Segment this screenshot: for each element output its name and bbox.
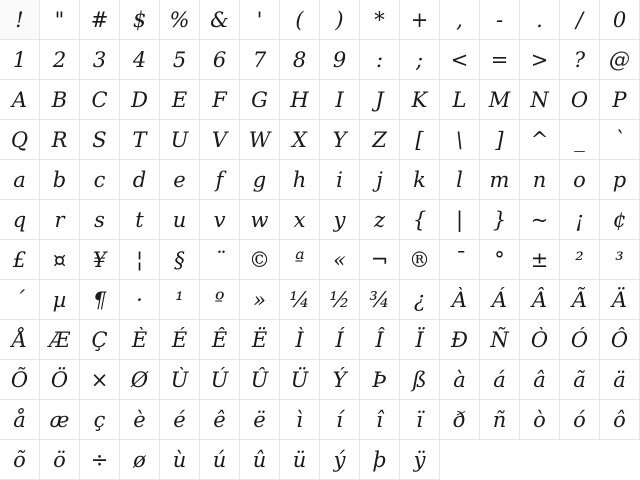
glyph-cell[interactable]: ! [0,0,40,40]
glyph-cell[interactable]: c [80,160,120,200]
glyph-cell[interactable]: Ì [280,320,320,360]
glyph-cell[interactable]: Â [520,280,560,320]
glyph-cell[interactable]: ' [240,0,280,40]
glyph-cell[interactable]: ¶ [80,280,120,320]
glyph-cell[interactable]: e [160,160,200,200]
glyph-cell[interactable]: v [200,200,240,240]
glyph-cell[interactable]: z [360,200,400,240]
glyph-cell[interactable]: ø [120,440,160,480]
glyph-cell[interactable]: Ð [440,320,480,360]
glyph-cell[interactable]: N [520,80,560,120]
glyph-cell[interactable]: \ [440,120,480,160]
glyph-cell[interactable]: ª [280,240,320,280]
glyph-cell[interactable]: ò [520,400,560,440]
glyph-cell[interactable]: # [80,0,120,40]
glyph-cell[interactable]: Ú [200,360,240,400]
glyph-cell[interactable]: l [440,160,480,200]
glyph-cell[interactable]: ¡ [560,200,600,240]
glyph-cell[interactable]: ß [400,360,440,400]
glyph-cell[interactable]: 4 [120,40,160,80]
glyph-cell[interactable]: « [320,240,360,280]
glyph-cell[interactable]: Ý [320,360,360,400]
glyph-cell[interactable]: U [160,120,200,160]
glyph-cell[interactable]: ÿ [400,440,440,480]
glyph-cell[interactable]: P [600,80,640,120]
glyph-cell[interactable]: ¿ [400,280,440,320]
glyph-cell[interactable]: ` [600,120,640,160]
glyph-cell[interactable]: ^ [520,120,560,160]
glyph-cell[interactable]: / [560,0,600,40]
glyph-cell[interactable]: I [320,80,360,120]
glyph-cell[interactable]: " [40,0,80,40]
glyph-cell[interactable]: F [200,80,240,120]
glyph-cell[interactable]: h [280,160,320,200]
glyph-cell[interactable]: C [80,80,120,120]
glyph-cell[interactable]: Ï [400,320,440,360]
glyph-cell[interactable]: Û [240,360,280,400]
glyph-cell[interactable]: × [80,360,120,400]
glyph-cell[interactable]: È [120,320,160,360]
glyph-cell[interactable]: ï [400,400,440,440]
glyph-cell[interactable]: H [280,80,320,120]
glyph-cell[interactable]: B [40,80,80,120]
glyph-cell[interactable]: £ [0,240,40,280]
glyph-cell[interactable]: ) [320,0,360,40]
glyph-cell[interactable]: ² [560,240,600,280]
glyph-cell[interactable]: þ [360,440,400,480]
glyph-cell[interactable]: y [320,200,360,240]
glyph-cell[interactable]: q [0,200,40,240]
glyph-cell[interactable]: ô [600,400,640,440]
glyph-cell[interactable]: ¤ [40,240,80,280]
glyph-cell[interactable]: ý [320,440,360,480]
glyph-cell[interactable]: G [240,80,280,120]
glyph-cell[interactable]: ì [280,400,320,440]
glyph-cell[interactable]: ´ [0,280,40,320]
glyph-cell[interactable]: > [520,40,560,80]
glyph-cell[interactable]: Ã [560,280,600,320]
glyph-cell[interactable]: ñ [480,400,520,440]
glyph-cell[interactable]: 1 [0,40,40,80]
glyph-cell[interactable]: ç [80,400,120,440]
glyph-cell[interactable]: í [320,400,360,440]
glyph-cell[interactable]: = [480,40,520,80]
glyph-cell[interactable]: ð [440,400,480,440]
glyph-cell[interactable]: Q [0,120,40,160]
glyph-cell[interactable]: Ç [80,320,120,360]
glyph-cell[interactable]: ü [280,440,320,480]
glyph-cell[interactable]: ù [160,440,200,480]
glyph-cell[interactable]: _ [560,120,600,160]
glyph-cell[interactable]: D [120,80,160,120]
glyph-cell[interactable]: á [480,360,520,400]
glyph-cell[interactable]: Ò [520,320,560,360]
glyph-cell[interactable]: p [600,160,640,200]
glyph-cell[interactable]: ¨ [200,240,240,280]
glyph-cell[interactable]: } [480,200,520,240]
glyph-cell[interactable]: j [360,160,400,200]
glyph-cell[interactable]: Ê [200,320,240,360]
glyph-cell[interactable]: è [120,400,160,440]
glyph-cell[interactable]: r [40,200,80,240]
glyph-cell[interactable]: ã [560,360,600,400]
glyph-cell[interactable]: x [280,200,320,240]
glyph-cell[interactable]: J [360,80,400,120]
glyph-cell[interactable]: § [160,240,200,280]
glyph-cell[interactable]: $ [120,0,160,40]
glyph-cell[interactable]: L [440,80,480,120]
glyph-cell[interactable]: E [160,80,200,120]
glyph-cell[interactable]: ó [560,400,600,440]
glyph-cell[interactable]: f [200,160,240,200]
glyph-cell[interactable]: R [40,120,80,160]
glyph-cell[interactable]: à [440,360,480,400]
glyph-cell[interactable]: Ö [40,360,80,400]
glyph-cell[interactable]: õ [0,440,40,480]
glyph-cell[interactable]: * [360,0,400,40]
glyph-cell[interactable]: ± [520,240,560,280]
glyph-cell[interactable]: w [240,200,280,240]
glyph-cell[interactable]: o [560,160,600,200]
glyph-cell[interactable]: ® [400,240,440,280]
glyph-cell[interactable]: k [400,160,440,200]
glyph-cell[interactable]: 3 [80,40,120,80]
glyph-cell[interactable]: ; [400,40,440,80]
glyph-cell[interactable]: ö [40,440,80,480]
glyph-cell[interactable]: Þ [360,360,400,400]
glyph-cell[interactable]: T [120,120,160,160]
glyph-cell[interactable]: 8 [280,40,320,80]
glyph-cell[interactable]: Ô [600,320,640,360]
glyph-cell[interactable]: | [440,200,480,240]
glyph-cell[interactable]: ¬ [360,240,400,280]
glyph-cell[interactable]: t [120,200,160,240]
glyph-cell[interactable]: Ä [600,280,640,320]
glyph-cell[interactable]: ÷ [80,440,120,480]
glyph-cell[interactable]: n [520,160,560,200]
glyph-cell[interactable]: S [80,120,120,160]
glyph-cell[interactable]: Ü [280,360,320,400]
glyph-cell[interactable]: Ó [560,320,600,360]
glyph-cell[interactable]: O [560,80,600,120]
glyph-cell[interactable]: , [440,0,480,40]
glyph-cell[interactable]: W [240,120,280,160]
glyph-cell[interactable]: Ñ [480,320,520,360]
glyph-cell[interactable]: µ [40,280,80,320]
glyph-cell[interactable]: Å [0,320,40,360]
glyph-cell[interactable]: - [480,0,520,40]
glyph-cell[interactable]: 0 [600,0,640,40]
glyph-cell[interactable]: é [160,400,200,440]
glyph-cell[interactable]: m [480,160,520,200]
glyph-cell[interactable]: ¯ [440,240,480,280]
glyph-cell[interactable]: ë [240,400,280,440]
glyph-cell[interactable]: ~ [520,200,560,240]
glyph-cell[interactable]: Í [320,320,360,360]
glyph-cell[interactable]: ¼ [280,280,320,320]
glyph-cell[interactable]: · [120,280,160,320]
glyph-cell[interactable]: : [360,40,400,80]
glyph-cell[interactable]: 7 [240,40,280,80]
glyph-cell[interactable]: À [440,280,480,320]
glyph-cell[interactable]: å [0,400,40,440]
glyph-cell[interactable]: M [480,80,520,120]
glyph-cell[interactable]: & [200,0,240,40]
glyph-cell[interactable]: ú [200,440,240,480]
glyph-cell[interactable]: ] [480,120,520,160]
glyph-cell[interactable]: ½ [320,280,360,320]
glyph-cell[interactable]: Á [480,280,520,320]
glyph-cell[interactable]: i [320,160,360,200]
glyph-cell[interactable]: º [200,280,240,320]
glyph-cell[interactable]: d [120,160,160,200]
glyph-cell[interactable]: Z [360,120,400,160]
glyph-cell[interactable]: Ù [160,360,200,400]
glyph-cell[interactable]: ³ [600,240,640,280]
glyph-cell[interactable]: % [160,0,200,40]
glyph-cell[interactable]: Æ [40,320,80,360]
glyph-cell[interactable]: î [360,400,400,440]
glyph-cell[interactable]: b [40,160,80,200]
glyph-cell[interactable]: + [400,0,440,40]
glyph-cell[interactable]: 5 [160,40,200,80]
glyph-cell[interactable]: 6 [200,40,240,80]
glyph-cell[interactable]: Ø [120,360,160,400]
glyph-cell[interactable]: 9 [320,40,360,80]
glyph-cell[interactable]: V [200,120,240,160]
glyph-cell[interactable]: Y [320,120,360,160]
glyph-cell[interactable]: A [0,80,40,120]
glyph-cell[interactable]: Î [360,320,400,360]
glyph-cell[interactable]: ° [480,240,520,280]
glyph-cell[interactable]: 2 [40,40,80,80]
glyph-cell[interactable]: Ë [240,320,280,360]
glyph-cell[interactable]: u [160,200,200,240]
glyph-cell[interactable]: X [280,120,320,160]
glyph-cell[interactable]: û [240,440,280,480]
glyph-cell[interactable]: © [240,240,280,280]
glyph-cell[interactable]: ¦ [120,240,160,280]
glyph-cell[interactable]: g [240,160,280,200]
glyph-cell[interactable]: ( [280,0,320,40]
glyph-cell[interactable]: @ [600,40,640,80]
glyph-cell[interactable]: ä [600,360,640,400]
glyph-cell[interactable]: ¥ [80,240,120,280]
glyph-cell[interactable]: s [80,200,120,240]
glyph-cell[interactable]: â [520,360,560,400]
glyph-cell[interactable]: É [160,320,200,360]
glyph-cell[interactable]: ¾ [360,280,400,320]
glyph-cell[interactable]: [ [400,120,440,160]
glyph-cell[interactable]: { [400,200,440,240]
glyph-cell[interactable]: . [520,0,560,40]
glyph-cell[interactable]: a [0,160,40,200]
glyph-cell[interactable]: ? [560,40,600,80]
glyph-cell[interactable]: < [440,40,480,80]
glyph-cell[interactable]: æ [40,400,80,440]
glyph-cell[interactable]: » [240,280,280,320]
glyph-cell[interactable]: K [400,80,440,120]
glyph-cell[interactable]: Õ [0,360,40,400]
glyph-cell[interactable]: ¢ [600,200,640,240]
glyph-cell[interactable]: ê [200,400,240,440]
glyph-cell[interactable]: ¹ [160,280,200,320]
